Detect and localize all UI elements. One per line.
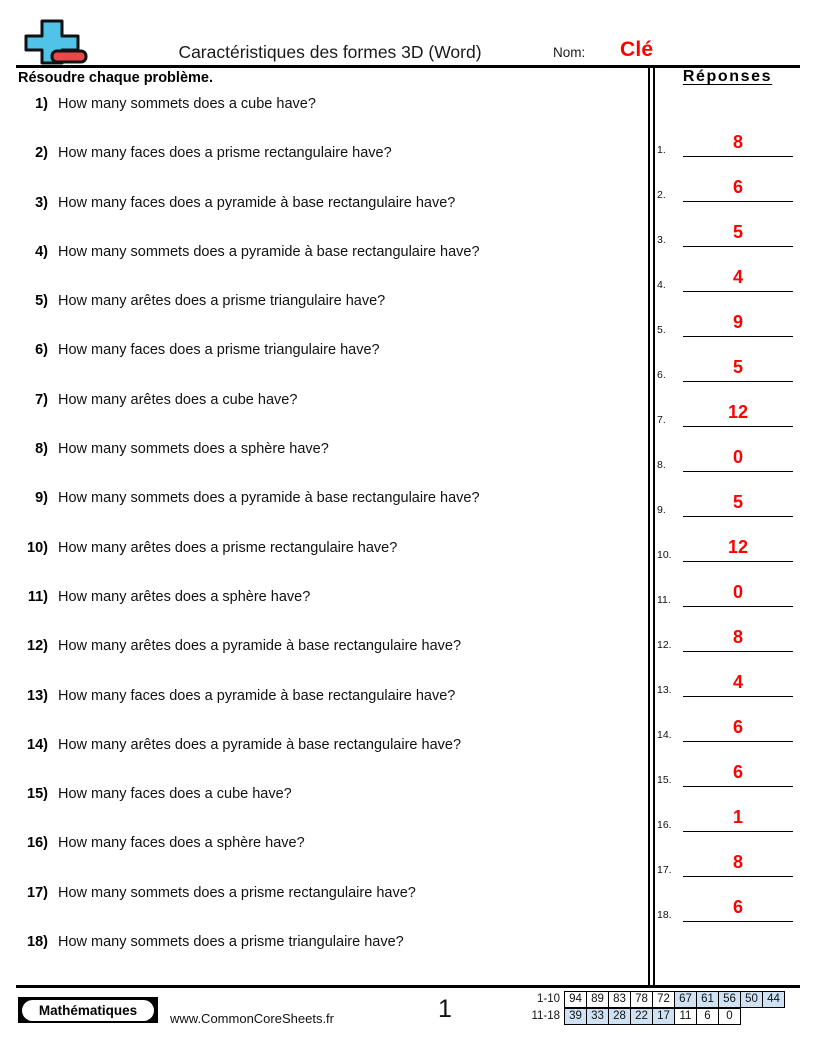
question-number: 6) [35,342,48,359]
question-row [18,934,636,983]
score-cell: 50 [740,991,763,1008]
score-table [525,991,785,1025]
answer-number: 15. [657,774,672,786]
answer-number: 14. [657,729,672,741]
question-row [18,96,636,145]
answer-value: 6 [732,897,743,917]
question-row [18,342,636,391]
question-number: 7) [35,391,48,408]
question-text: How many faces does a sphère have? [58,835,305,852]
question-number: 11) [27,588,48,605]
answer-row [657,247,802,292]
column-divider [648,66,655,985]
question-number: 5) [35,293,48,310]
answer-row [657,112,802,157]
question-row [18,885,636,934]
score-row-label: 1-10 [536,993,560,1005]
question-text: How many faces does a prisme triangulaire have? [58,342,380,359]
question-number: 8) [35,441,48,458]
answer-row [657,427,802,472]
question-text: How many arêtes does a pyramide à base rectangulaire have? [58,638,462,655]
answer-number: 4. [657,279,666,291]
question-text: How many arêtes does a pyramide à base rectangulaire have? [58,736,462,753]
answer-row [657,472,802,517]
answer-row [657,697,802,742]
answer-value: 5 [732,492,743,512]
answer-number: 18. [657,909,672,921]
score-cell: 17 [652,1008,675,1025]
score-cell: 44 [762,991,785,1008]
question-text: How many faces does a pyramide à base rectangulaire have? [58,194,456,211]
answer-value: 6 [732,177,743,197]
answer-value: 9 [732,312,743,332]
question-number: 14) [27,736,48,753]
question-text: How many faces does a prisme rectangulaire have? [58,145,392,162]
score-cell: 28 [608,1008,631,1025]
answer-row [657,877,802,922]
answer-number: 9. [657,504,666,516]
score-cell: 11 [674,1008,697,1025]
answer-value: 12 [727,537,749,557]
question-row [18,490,636,539]
answer-number: 13. [657,684,672,696]
brand-badge [18,997,158,1023]
question-text: How many arêtes does a cube have? [58,391,298,408]
question-number: 17) [27,884,48,901]
question-number: 4) [35,243,48,260]
question-row [18,244,636,293]
answer-row [657,652,802,697]
question-text: How many sommets does a pyramide à base rectangulaire have? [58,490,480,507]
answer-row [657,787,802,832]
question-number: 16) [27,835,48,852]
answer-value: 12 [727,402,749,422]
score-cell: 61 [696,991,719,1008]
score-row [525,991,785,1008]
question-text: How many sommets does a cube have? [58,96,316,112]
page-number: 1 [438,995,452,1023]
name-value: Clé [620,38,654,61]
score-row [525,1008,785,1025]
answer-value: 4 [732,267,743,287]
answer-value: 5 [732,222,743,242]
score-cell: 22 [630,1008,653,1025]
answer-row [657,607,802,652]
answer-value: 1 [732,807,743,827]
site-url: www.CommonCoreSheets.fr [170,1011,334,1026]
answer-row [657,202,802,247]
question-number: 13) [27,687,48,704]
answer-row [657,562,802,607]
instruction-text: Résoudre chaque problème. [18,70,213,86]
score-cell: 72 [652,991,675,1008]
score-cell: 0 [718,1008,741,1025]
answer-number: 16. [657,819,672,831]
score-cell: 56 [718,991,741,1008]
answer-value: 6 [732,717,743,737]
question-text: How many sommets does a pyramide à base rectangulaire have? [58,243,480,260]
score-cell: 33 [586,1008,609,1025]
question-text: How many sommets does a prisme rectangulaire have? [58,884,416,901]
answer-row [657,832,802,877]
score-cell: 39 [564,1008,587,1025]
question-number: 3) [35,194,48,211]
answer-row [657,382,802,427]
answer-value: 8 [732,852,743,872]
question-number: 12) [27,638,48,655]
question-text: How many arêtes does a sphère have? [58,588,311,605]
question-number: 10) [27,539,48,556]
question-text: How many arêtes does a prisme triangulaire have? [58,293,386,310]
score-cell: 6 [696,1008,719,1025]
answer-blank-line[interactable] [683,921,793,922]
answer-value: 8 [732,132,743,152]
question-row [18,688,636,737]
answer-number: 1. [657,144,666,156]
answer-row [657,292,802,337]
answer-value: 0 [732,447,743,467]
question-row [18,293,636,342]
answer-number: 12. [657,639,672,651]
question-row [18,195,636,244]
question-row [18,835,636,884]
page-title: Caractéristiques des formes 3D (Word) [178,42,482,62]
question-text: How many sommets does a prisme triangulaire have? [58,934,404,951]
answer-number: 8. [657,459,666,471]
question-number: 18) [27,934,48,951]
question-text: How many faces does a cube have? [58,786,292,803]
answer-number: 7. [657,414,666,426]
brand-label: Mathématiques [22,1000,154,1021]
score-cell: 83 [608,991,631,1008]
page-header [0,0,816,68]
answer-value: 4 [732,672,743,692]
score-cell: 78 [630,991,653,1008]
question-row [18,540,636,589]
answers-list [657,112,802,922]
answer-number: 6. [657,369,666,381]
plus-minus-math-logo-icon [22,18,90,66]
answer-value: 6 [732,762,743,782]
score-cell: 67 [674,991,697,1008]
answer-number: 5. [657,324,666,336]
footer-divider [16,985,800,988]
score-cell: 89 [586,991,609,1008]
question-row [18,786,636,835]
answer-row [657,337,802,382]
answer-value: 0 [732,582,743,602]
answer-number: 2. [657,189,666,201]
question-text: How many arêtes does a prisme rectangulaire have? [58,539,398,556]
question-row [18,737,636,786]
question-row [18,589,636,638]
question-number: 2) [35,145,48,162]
question-row [18,638,636,687]
question-number: 9) [35,490,48,507]
question-text: How many faces does a pyramide à base rectangulaire have? [58,687,456,704]
answers-heading: Réponses [682,68,773,85]
question-number: 1) [35,96,48,112]
answer-row [657,517,802,562]
answer-number: 10. [657,549,672,561]
answer-row [657,157,802,202]
name-label: Nom: [553,45,586,60]
question-row [18,441,636,490]
question-text: How many sommets does a sphère have? [58,441,329,458]
answer-number: 17. [657,864,672,876]
answer-row [657,742,802,787]
questions-list [18,96,636,983]
question-row [18,145,636,194]
answer-number: 11. [657,594,671,606]
score-cell: 94 [564,991,587,1008]
answer-value: 5 [732,357,743,377]
answer-number: 3. [657,234,666,246]
question-row [18,392,636,441]
question-number: 15) [27,786,48,803]
score-row-label: 11-18 [531,1010,560,1022]
answer-value: 8 [732,627,743,647]
